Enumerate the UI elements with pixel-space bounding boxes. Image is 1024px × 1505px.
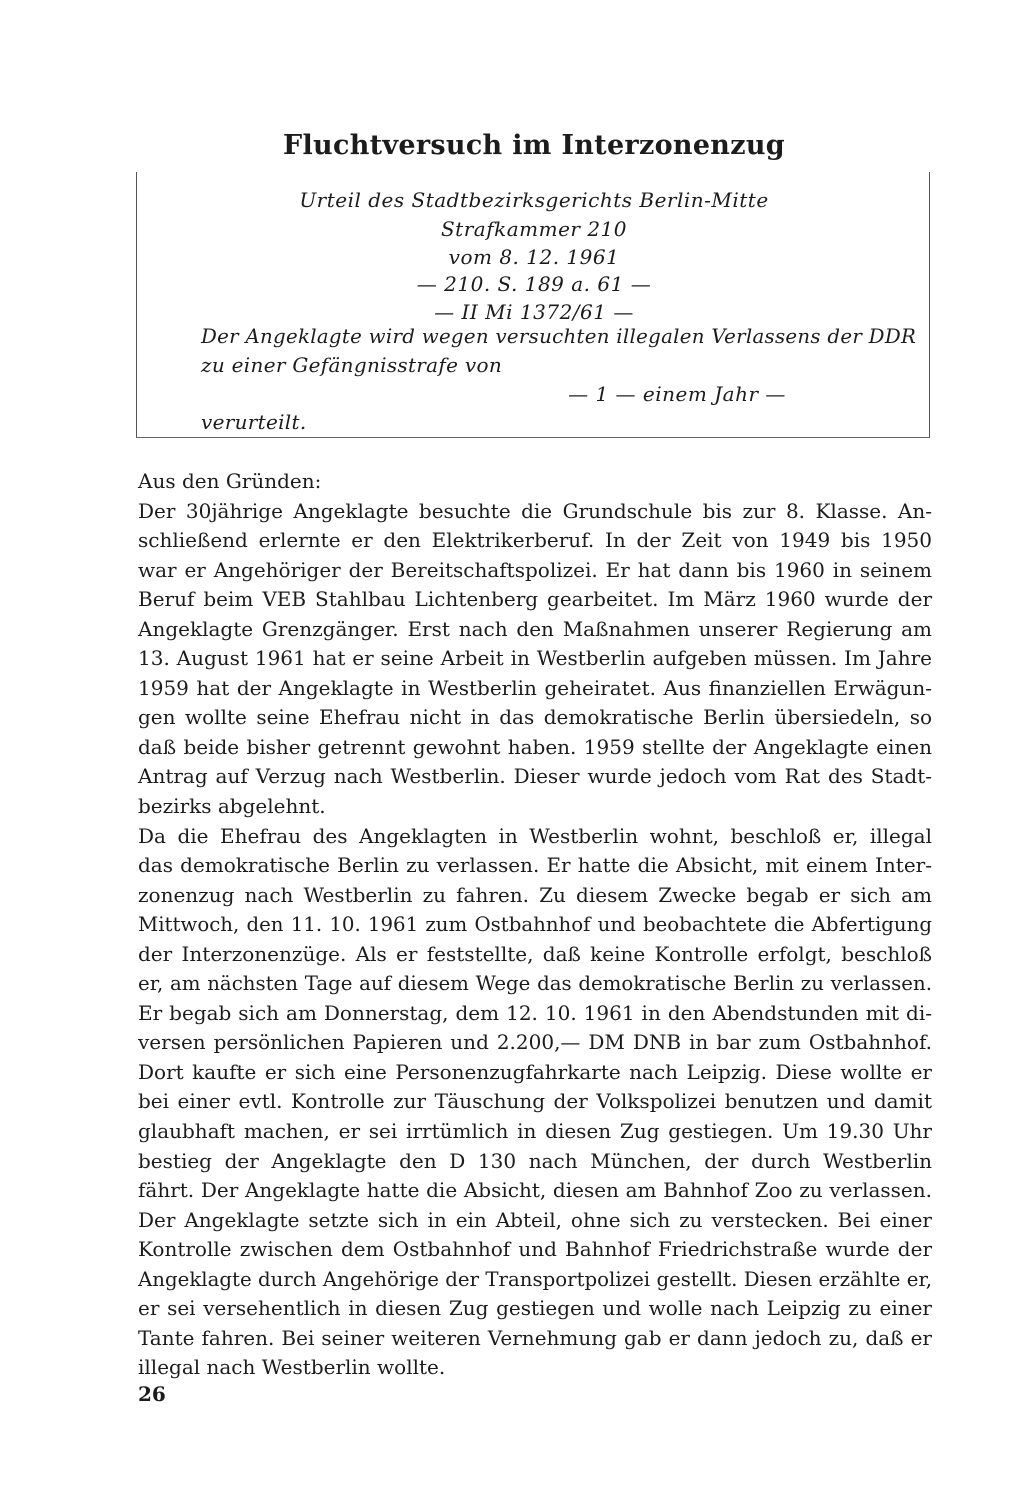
body-line: Antrag auf Verzug nach Westberlin. Dieser wurde jedoch vom Rat des Stadt- (138, 764, 932, 789)
verdict-sentence-term: — 1 — einem Jahr — (568, 382, 786, 406)
body-line: er sei versehentlich in diesen Zug gestiegen und wolle nach Leipzig zu einer (138, 1296, 932, 1321)
verdict-reference-number: — II Mi 1372/61 — (434, 300, 634, 324)
body-line: war er Angehöriger der Bereitschaftspolizei. Er hat dann bis 1960 in seinem (138, 557, 932, 582)
body-line: Aus den Gründen: (138, 469, 322, 493)
body-line: bei einer evtl. Kontrolle zur Täuschung der Volkspolizei benutzen und damit (138, 1089, 932, 1114)
body-line: schließend erlernte er den Elektrikerberuf. In der Zeit von 1949 bis 1950 (138, 528, 932, 553)
verdict-sentence-line-2: zu einer Gefängnisstrafe von (201, 353, 503, 377)
body-line: Kontrolle zwischen dem Ostbahnhof und Bahnhof Friedrichstraße wurde der (138, 1237, 932, 1262)
reasoning-text (138, 467, 932, 1383)
body-line: Beruf beim VEB Stahlbau Lichtenberg gearbeitet. Im März 1960 wurde der (138, 587, 932, 612)
body-line: 13. August 1961 hat er seine Arbeit in Westberlin aufgeben müssen. Im Jahre (138, 646, 932, 671)
body-line: der Interzonenzüge. Als er feststellte, daß keine Kontrolle erfolgt, beschloß (138, 941, 932, 966)
verdict-box (136, 172, 930, 438)
verdict-sentence-end: verurteilt. (201, 410, 307, 434)
verdict-chamber: Strafkammer 210 (440, 217, 628, 241)
body-line: Angeklagte durch Angehörige der Transportpolizei gestellt. Diesen erzählte er, (138, 1267, 932, 1291)
body-line: Angeklagte Grenzgänger. Erst nach den Maßnahmen unserer Regierung am (138, 616, 932, 641)
body-line: fährt. Der Angeklagte hatte die Absicht, diesen am Bahnhof Zoo zu verlassen. (138, 1178, 932, 1203)
body-line: bestieg der Angeklagte den D 130 nach München, der durch Westberlin (138, 1148, 932, 1173)
verdict-date: vom 8. 12. 1961 (448, 245, 620, 269)
page-number: 26 (138, 1382, 166, 1406)
body-line: Der 30jährige Angeklagte besuchte die Grundschule bis zur 8. Klasse. An- (138, 498, 932, 523)
body-line: das demokratische Berlin zu verlassen. Er hatte die Absicht, mit einem Inter- (138, 853, 932, 878)
verdict-sentence-line-1: Der Angeklagte wird wegen versuchten illegalen Verlassens der DDR (201, 325, 917, 348)
body-line: Da die Ehefrau des Angeklagten in Westberlin wohnt, beschloß er, illegal (138, 823, 932, 848)
body-line: versen persönlichen Papieren und 2.200,— DM DNB in bar zum Ostbahnhof. (138, 1030, 932, 1055)
body-line: bezirks abgelehnt. (138, 794, 326, 819)
body-line: Mittwoch, den 11. 10. 1961 zum Ostbahnhof und beobachtete die Abfertigung (138, 913, 932, 937)
body-line: glaubhaft machen, er sei irrtümlich in diesen Zug gestiegen. Um 19.30 Uhr (138, 1119, 932, 1144)
body-line: Dort kaufte er sich eine Personenzugfahrkarte nach Leipzig. Diese wollte er (138, 1059, 932, 1084)
body-line: 1959 hat der Angeklagte in Westberlin geheiratet. Aus finanziellen Erwägun- (138, 675, 932, 700)
body-line: Er begab sich am Donnerstag, dem 12. 10. 1961 in den Abendstunden mit di- (138, 1000, 932, 1025)
body-line: Der Angeklagte setzte sich in ein Abteil, ohne sich zu verstecken. Bei einer (138, 1207, 932, 1232)
body-line: illegal nach Westberlin wollte. (138, 1355, 446, 1380)
body-line: Tante fahren. Bei seiner weiteren Vernehmung gab er dann jedoch zu, daß er (138, 1325, 932, 1350)
verdict-case-number: — 210. S. 189 a. 61 — (416, 272, 652, 296)
page-title: Fluchtversuch im Interzonenzug (283, 130, 785, 161)
body-line: zonenzug nach Westberlin zu fahren. Zu diesem Zwecke begab er sich am (138, 882, 932, 907)
body-line: gen wollte seine Ehefrau nicht in das demokratische Berlin übersiedeln, so (138, 705, 932, 730)
body-line: er, am nächsten Tage auf diesem Wege das demokratische Berlin zu verlassen. (138, 972, 932, 996)
body-line: daß beide bisher getrennt gewohnt haben. 1959 stellte der Angeklagte einen (138, 734, 932, 759)
verdict-court: Urteil des Stadtbezirksgerichts Berlin-Mitte (299, 188, 769, 212)
